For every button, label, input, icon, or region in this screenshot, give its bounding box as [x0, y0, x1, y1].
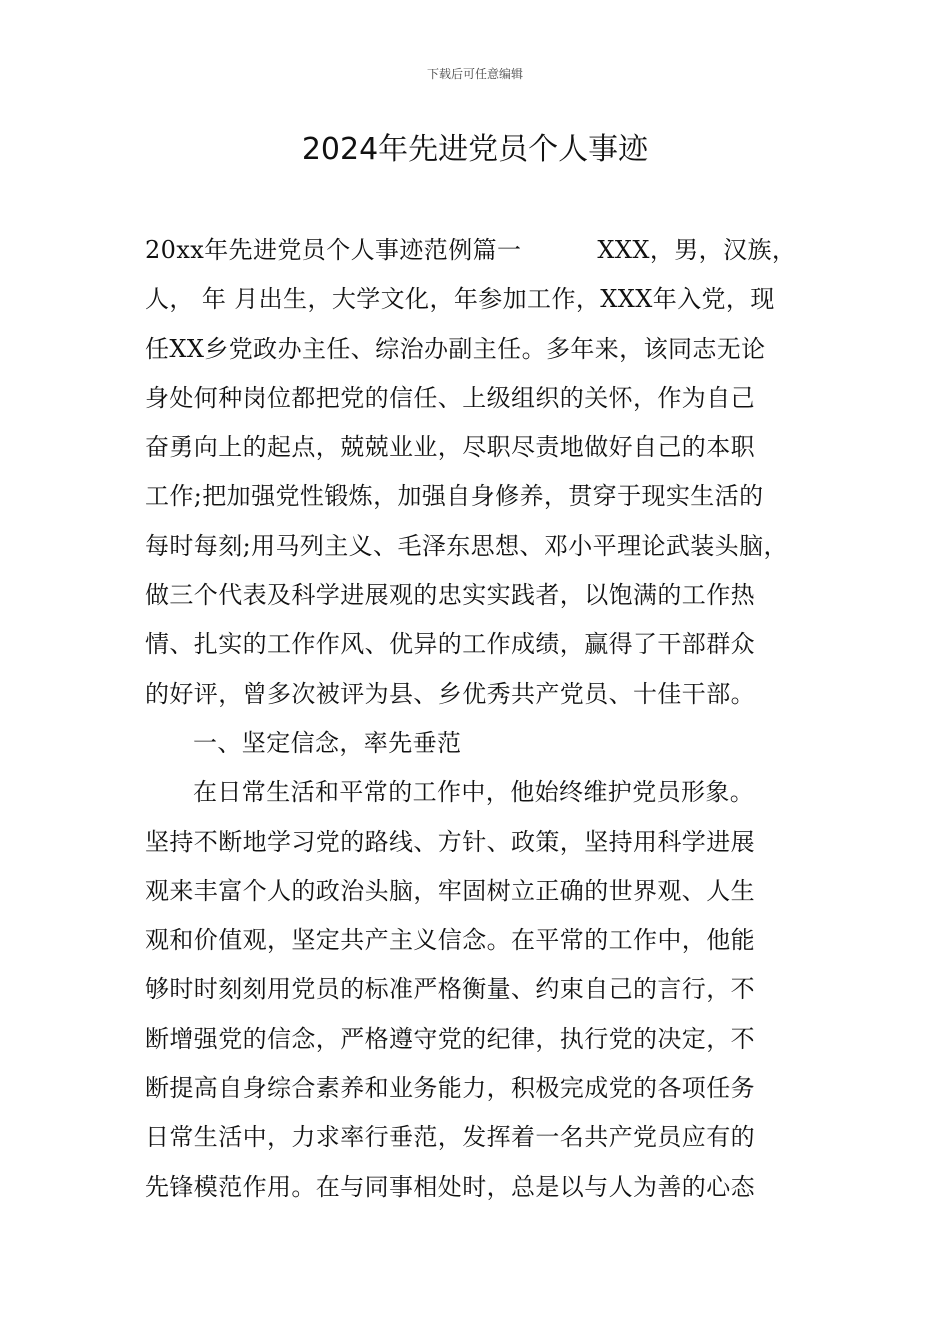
body-line: 先锋模范作用。在与同事相处时，总是以与人为善的心态: [145, 1172, 755, 1201]
body-line: 观和价值观，坚定共产主义信念。在平常的工作中，他能: [145, 926, 755, 955]
document-body: [145, 226, 810, 1212]
body-line: 身处何种岗位都把党的信任、上级组织的关怀，作为自己: [145, 383, 755, 412]
body-line: 任XX乡党政办主任、综治办副主任。多年来，该同志无论: [145, 334, 766, 363]
body-line: 断增强党的信念，严格遵守党的纪律，执行党的决定，不: [145, 1024, 755, 1053]
body-line: 够时时刻刻用党员的标准严格衡量、约束自己的言行，不: [145, 975, 755, 1004]
document-title: 2024年先进党员个人事迹: [301, 132, 649, 167]
page-header-note: 下载后可任意编辑: [426, 67, 523, 81]
body-line: 在日常生活和平常的工作中，他始终维护党员形象。: [193, 778, 755, 807]
body-line: 情、扎实的工作作风、优异的工作成绩，赢得了干部群众: [145, 630, 755, 659]
body-line: 工作;把加强党性锻炼，加强自身修养，贯穿于现实生活的: [145, 482, 764, 511]
body-line: 的好评，曾多次被评为县、乡优秀共产党员、十佳干部。: [145, 679, 755, 708]
body-line: 坚持不断地学习党的路线、方针、政策，坚持用科学进展: [145, 827, 755, 856]
body-line-text: 20xx年先进党员个人事迹范例篇一: [145, 236, 522, 264]
body-line: 做三个代表及科学进展观的忠实实践者，以饱满的工作热: [145, 581, 755, 610]
body-line: 每时每刻;用马列主义、毛泽东思想、邓小平理论武装头脑，: [145, 531, 788, 560]
body-line: 人， 年 月出生，大学文化，年参加工作，XXX年入党，现: [145, 285, 775, 314]
body-line-text: XXX，男，汉族，: [597, 236, 797, 264]
body-line: 断提高自身综合素养和业务能力，积极完成党的各项任务: [145, 1074, 755, 1103]
body-line: 观来丰富个人的政治头脑，牢固树立正确的世界观、人生: [145, 876, 755, 905]
body-line: 奋勇向上的起点，兢兢业业，尽职尽责地做好自己的本职: [145, 433, 755, 462]
body-line: 日常生活中，力求率行垂范，发挥着一名共产党员应有的: [145, 1123, 755, 1152]
section-heading: 一、坚定信念，率先垂范: [193, 728, 462, 757]
body-line: [145, 226, 810, 275]
